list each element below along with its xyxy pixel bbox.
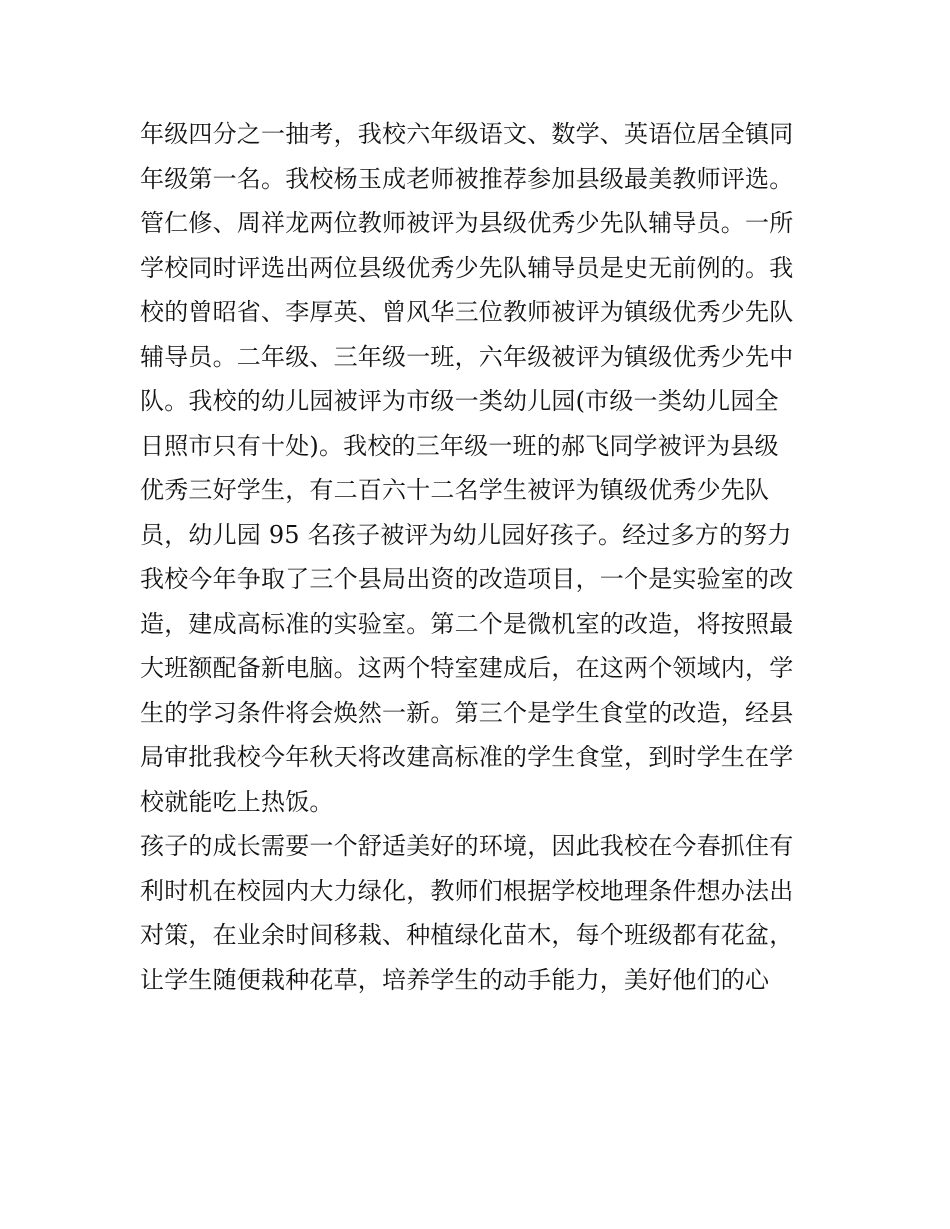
text-line: 局审批我校今年秋天将改建高标准的学生食堂，到时学生在学	[140, 743, 794, 771]
text-line: 孩子的成长需要一个舒适美好的环境，因此我校在今春抓住有	[140, 832, 794, 860]
text-line: 利时机在校园内大力绿化，教师们根据学校地理条件想办法出	[140, 876, 794, 905]
text-line: 生的学习条件将会焕然一新。第三个是学生食堂的改造，经县	[140, 698, 794, 727]
text-line: 年级第一名。我校杨玉成老师被推荐参加县级最美教师评选。	[140, 164, 794, 193]
text-line: 队。我校的幼儿园被评为市级一类幼儿园(市级一类幼儿园全	[140, 387, 779, 415]
text-line: 优秀三好学生，有二百六十二名学生被评为镇级优秀少先队	[140, 476, 770, 504]
text-line: 日照市只有十处)。我校的三年级一班的郝飞同学被评为县级	[140, 431, 779, 460]
text-line: 校就能吃上热饭。	[140, 787, 334, 816]
text-line: 对策，在业余时间移栽、种植绿化苗木，每个班级都有花盆，	[140, 921, 794, 949]
text-line: 大班额配备新电脑。这两个特室建成后，在这两个领域内，学	[140, 654, 794, 682]
text-line: 年级四分之一抽考，我校六年级语文、数学、英语位居全镇同	[140, 120, 794, 148]
body-text	[140, 112, 820, 1002]
text-line: 造，建成高标准的实验室。第二个是微机室的改造，将按照最	[140, 609, 794, 638]
text-line: 校的曾昭省、李厚英、曾风华三位教师被评为镇级优秀少先队	[140, 298, 794, 326]
text-line: 辅导员。二年级、三年级一班，六年级被评为镇级优秀少先中	[140, 342, 794, 371]
text-line: 让学生随便栽种花草，培养学生的动手能力，美好他们的心	[140, 965, 770, 994]
text-line: 我校今年争取了三个县局出资的改造项目，一个是实验室的改	[140, 565, 794, 593]
text-line: 管仁修、周祥龙两位教师被评为县级优秀少先队辅导员。一所	[140, 209, 794, 237]
text-line: 学校同时评选出两位县级优秀少先队辅导员是史无前例的。我	[140, 253, 794, 282]
text-line: 员，幼儿园 95 名孩子被评为幼儿园好孩子。经过多方的努力	[140, 520, 792, 549]
